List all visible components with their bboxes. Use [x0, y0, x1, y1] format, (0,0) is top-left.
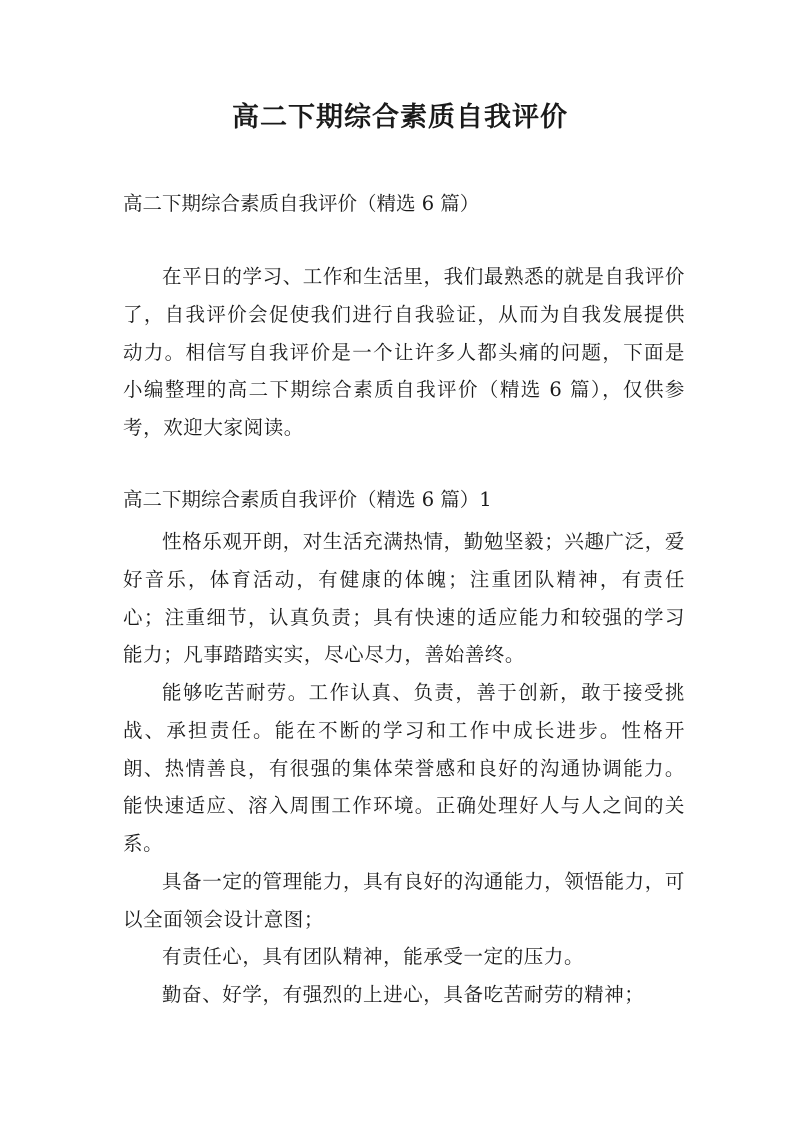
section-1-paragraph-2: 能够吃苦耐劳。工作认真、负责，善于创新，敢于接受挑战、承担责任。能在不断的学习和工作中成长进步。性格开朗、热情善良，有很强的集体荣誉感和良好的沟通协调能力。能快速适应、溶入周围工作环境。正确处理好人与人之间的关系。 — [123, 681, 685, 856]
section-1-paragraph-4: 有责任心，具有团队精神，能承受一定的压力。 — [162, 945, 585, 968]
page-title: 高二下期综合素质自我评价 — [232, 102, 568, 133]
section-1-paragraph-5: 勤奋、好学，有强烈的上进心，具备吃苦耐劳的精神； — [162, 983, 645, 1006]
section-1-heading: 高二下期综合素质自我评价（精选 6 篇）1 — [123, 488, 492, 511]
document-subtitle: 高二下期综合素质自我评价（精选 6 篇） — [123, 192, 480, 215]
intro-paragraph: 在平日的学习、工作和生活里，我们最熟悉的就是自我评价了，自我评价会促使我们进行自我验证，从而为自我发展提供动力。相信写自我评价是一个让许多人都头痛的问题，下面是小编整理的高二下期综合素质自我评价（精选 6 篇），仅供参考，欢迎大家阅读。 — [123, 265, 685, 440]
section-1-paragraph-1: 性格乐观开朗，对生活充满热情，勤勉坚毅；兴趣广泛，爱好音乐，体育活动，有健康的体魄；注重团队精神，有责任心；注重细节，认真负责；具有快速的适应能力和较强的学习能力；凡事踏踏实实，尽心尽力，善始善终。 — [123, 530, 685, 667]
section-1-paragraph-3: 具备一定的管理能力，具有良好的沟通能力，领悟能力，可以全面领会设计意图； — [123, 870, 685, 931]
